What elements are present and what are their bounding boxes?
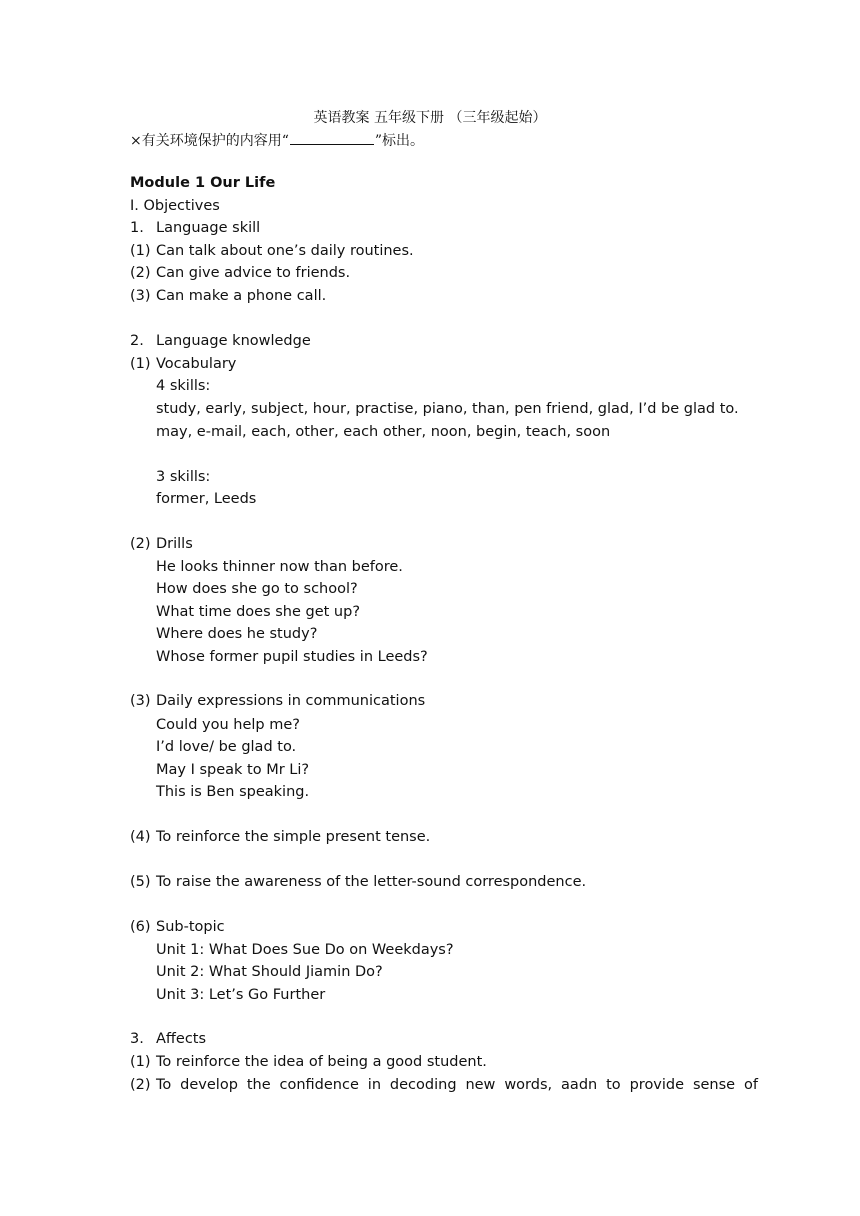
item-text: Vocabulary xyxy=(156,356,237,372)
item-number: (3) xyxy=(130,693,151,709)
skill-item-1 xyxy=(130,243,414,259)
section-language-knowledge xyxy=(130,333,311,349)
word: To xyxy=(156,1077,172,1093)
word: sense xyxy=(692,1077,736,1093)
three-skills-label: 3 skills: xyxy=(156,469,211,485)
expression-line: May I speak to Mr Li? xyxy=(156,762,310,778)
item-number: (2) xyxy=(130,1077,151,1093)
item-number: (2) xyxy=(130,536,151,552)
word: decoding xyxy=(389,1077,457,1093)
section-label: Language knowledge xyxy=(156,333,311,349)
drill-line: He looks thinner now than before. xyxy=(156,559,403,575)
note-suffix: ”标出。 xyxy=(374,133,425,149)
daily-expressions-heading xyxy=(130,693,425,709)
item-number: (1) xyxy=(130,243,151,259)
skill-item-2 xyxy=(130,265,350,281)
section-label: Language skill xyxy=(156,220,261,236)
vocabulary-heading xyxy=(130,356,236,372)
document-header: 英语教案 五年级下册 （三年级起始） xyxy=(313,110,547,126)
module-title: Module 1 Our Life xyxy=(130,175,276,191)
environment-note xyxy=(130,130,424,150)
underline-sample xyxy=(290,132,374,145)
word: of xyxy=(744,1077,758,1093)
word: words, xyxy=(504,1077,553,1093)
four-skills-label: 4 skills: xyxy=(156,378,211,394)
item-text: To reinforce the idea of being a good student. xyxy=(156,1054,487,1070)
word: in xyxy=(367,1077,382,1093)
drills-heading xyxy=(130,536,193,552)
item-text: To reinforce the simple present tense. xyxy=(156,829,431,845)
note-prefix: ×有关环境保护的内容用“ xyxy=(130,133,289,149)
drill-line: How does she go to school? xyxy=(156,581,358,597)
drill-line: What time does she get up? xyxy=(156,604,361,620)
expression-line: Could you help me? xyxy=(156,717,300,733)
skill-item-3 xyxy=(130,288,326,304)
drill-line: Where does he study? xyxy=(156,626,318,642)
section-number: 2. xyxy=(130,333,144,349)
justified-text xyxy=(156,1077,758,1093)
item-number: (3) xyxy=(130,288,151,304)
item-number: (5) xyxy=(130,874,151,890)
section-label: Affects xyxy=(156,1031,207,1047)
item-number: (6) xyxy=(130,919,151,935)
section-affects xyxy=(130,1031,206,1047)
item-text: Can talk about one’s daily routines. xyxy=(156,243,414,259)
word: new xyxy=(465,1077,496,1093)
affect-item-1 xyxy=(130,1054,487,1070)
four-skills-words-1: study, early, subject, hour, practise, piano, than, pen friend, glad, I’d be glad to. xyxy=(156,401,739,417)
unit-line: Unit 3: Let’s Go Further xyxy=(156,987,326,1003)
drill-line: Whose former pupil studies in Leeds? xyxy=(156,649,428,665)
word: confidence xyxy=(279,1077,359,1093)
word: develop xyxy=(180,1077,238,1093)
expression-line: This is Ben speaking. xyxy=(156,784,310,800)
item-text: Can give advice to friends. xyxy=(156,265,351,281)
unit-line: Unit 1: What Does Sue Do on Weekdays? xyxy=(156,942,454,958)
word: to xyxy=(606,1077,621,1093)
item-text: Can make a phone call. xyxy=(156,288,327,304)
expression-line: I’d love/ be glad to. xyxy=(156,739,297,755)
three-skills-words: former, Leeds xyxy=(156,491,257,507)
item-text: Sub-topic xyxy=(156,919,225,935)
unit-line: Unit 2: What Should Jiamin Do? xyxy=(156,964,383,980)
section-language-skill xyxy=(130,220,260,236)
item-text: Daily expressions in communications xyxy=(156,693,426,709)
item-number: (1) xyxy=(130,1054,151,1070)
item-letter-sound xyxy=(130,874,586,890)
word: provide xyxy=(629,1077,685,1093)
affect-item-2 xyxy=(130,1077,758,1093)
item-number: (1) xyxy=(130,356,151,372)
four-skills-words-2: may, e-mail, each, other, each other, noon, begin, teach, soon xyxy=(156,424,611,440)
item-text: To raise the awareness of the letter-sound correspondence. xyxy=(156,874,587,890)
section-number: 3. xyxy=(130,1031,144,1047)
objectives-heading: Ⅰ. Objectives xyxy=(130,198,220,214)
item-number: (2) xyxy=(130,265,151,281)
word: aadn xyxy=(561,1077,598,1093)
section-number: 1. xyxy=(130,220,144,236)
item-number: (4) xyxy=(130,829,151,845)
item-text: Drills xyxy=(156,536,193,552)
word: the xyxy=(246,1077,271,1093)
subtopic-heading xyxy=(130,919,225,935)
item-simple-present xyxy=(130,829,430,845)
